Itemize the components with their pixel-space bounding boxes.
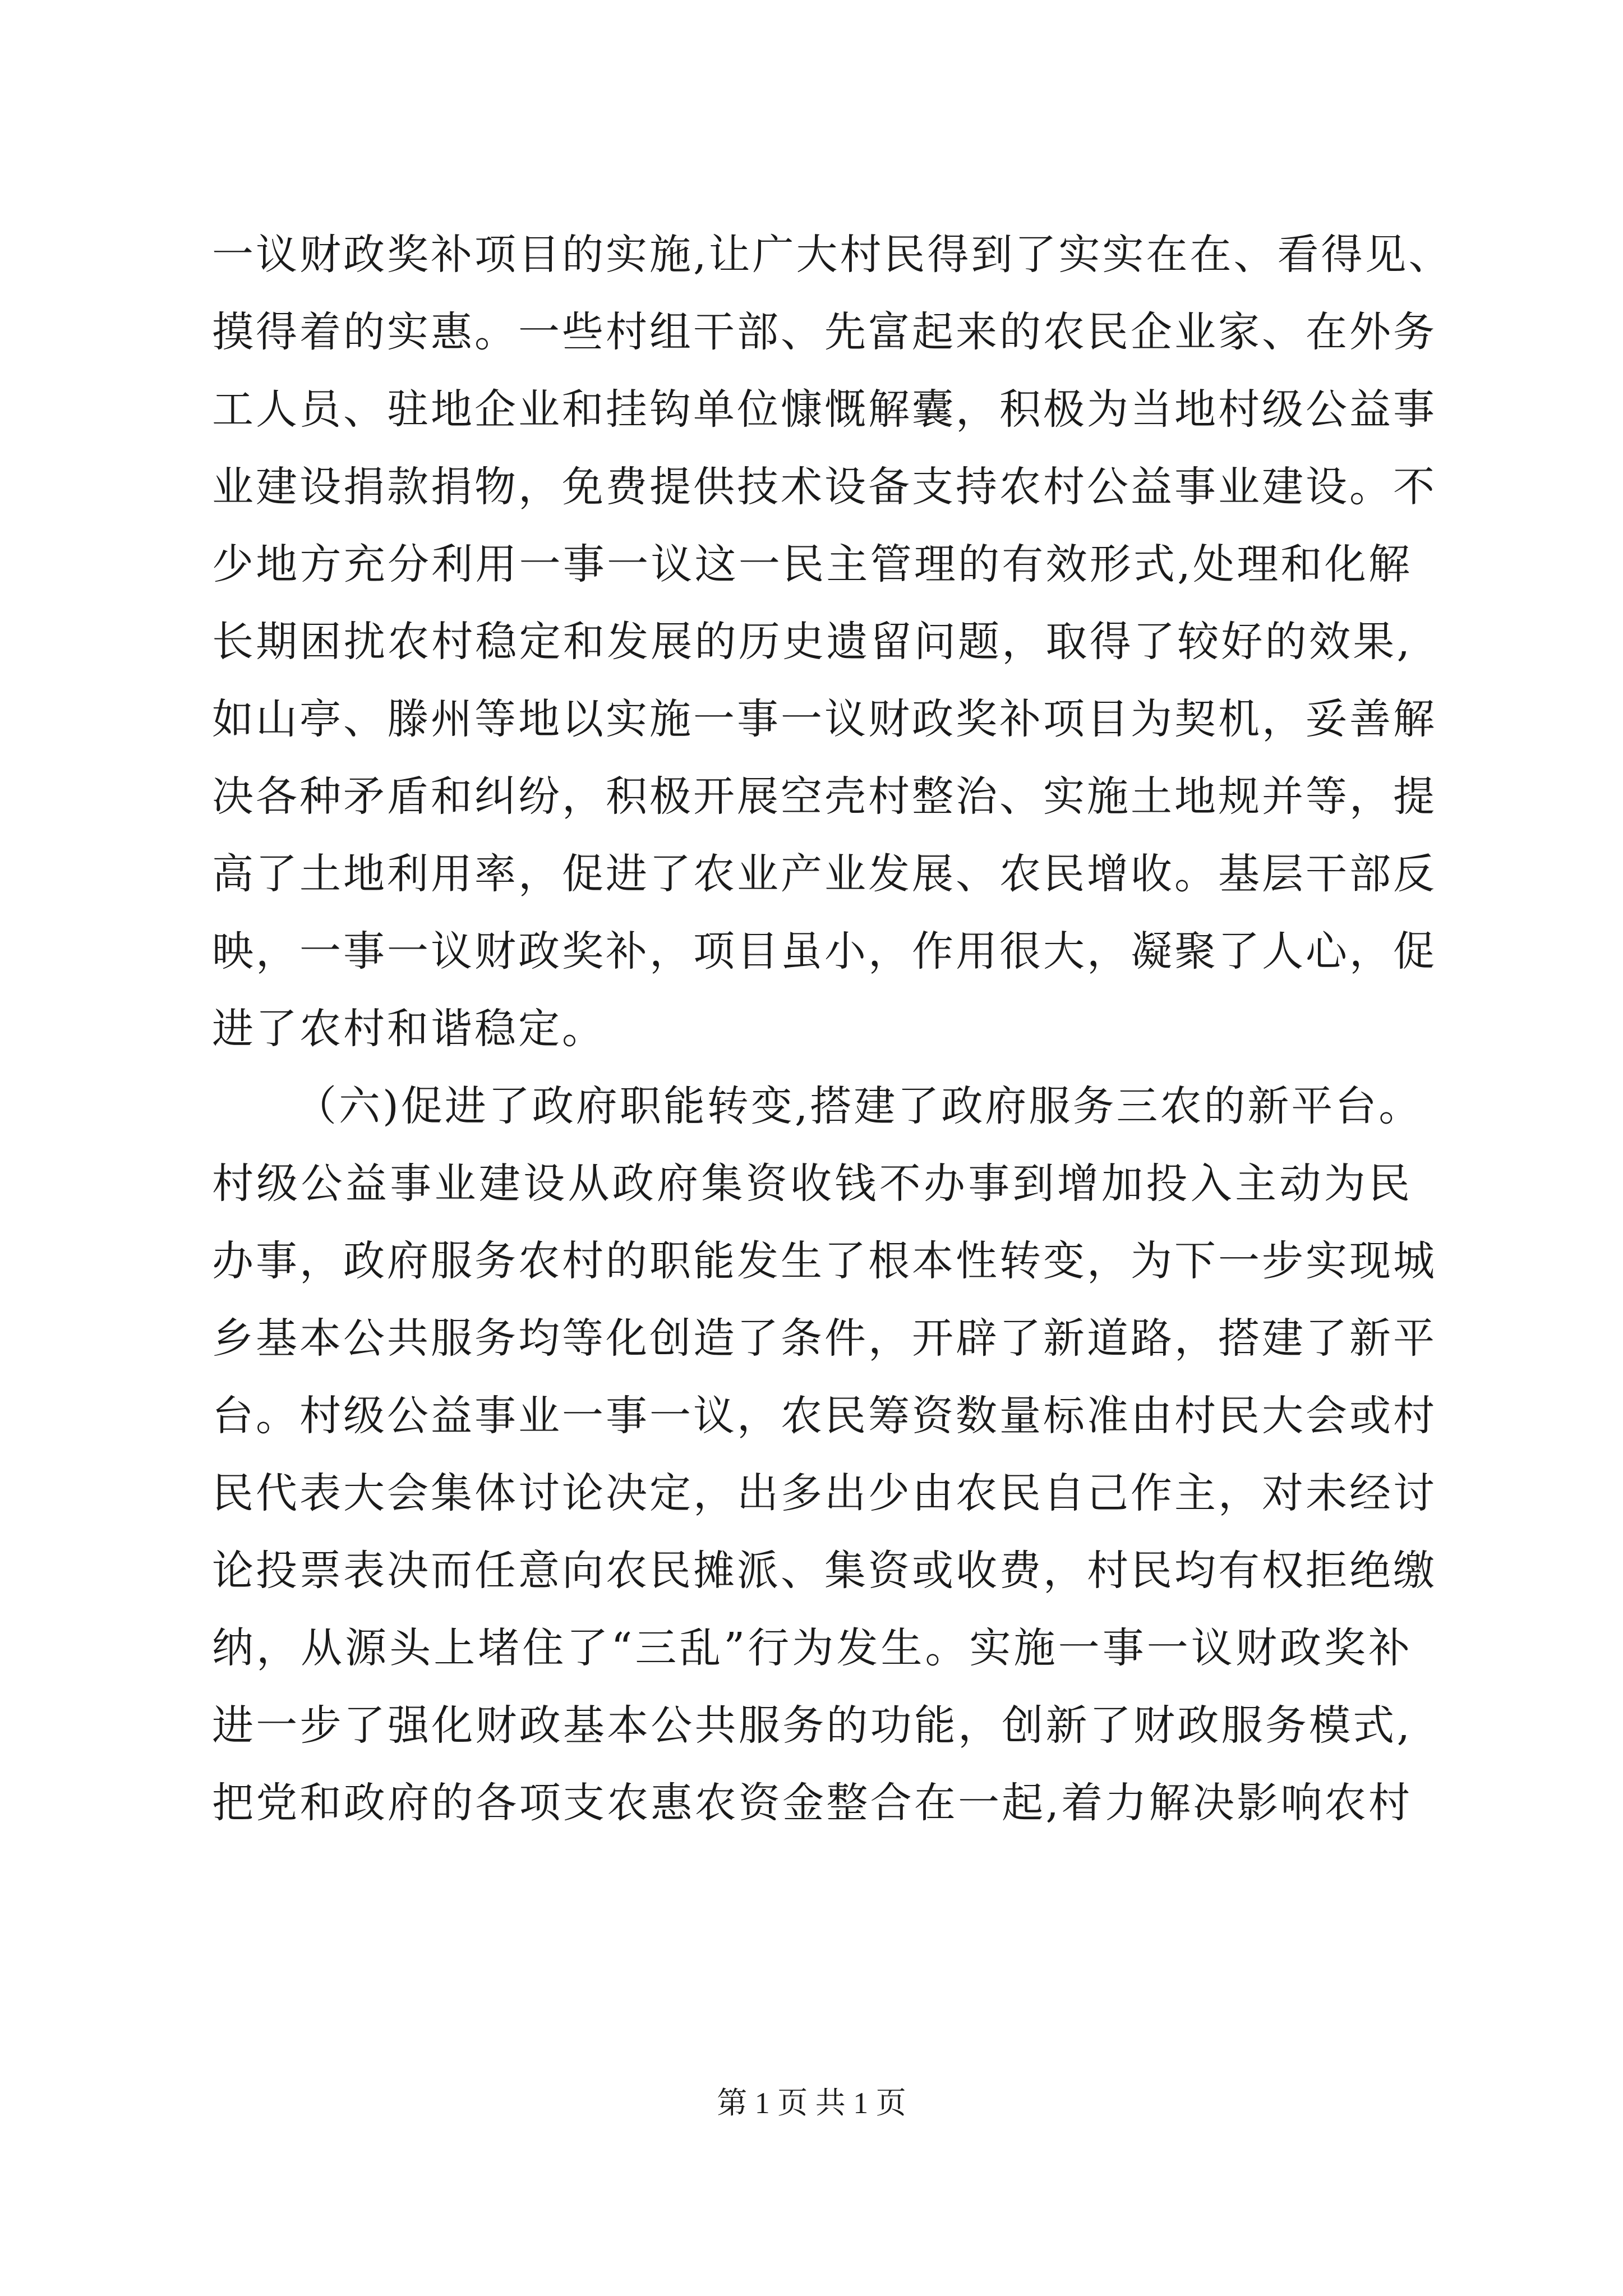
text-line: 一议财政奖补项目的实施,让广大村民得到了实实在在、看得见、 (212, 231, 1453, 279)
text-line: 论投票表决而任意向农民摊派、集资或收费，村民均有权拒绝缴 (212, 1547, 1437, 1595)
text-line: 摸得着的实惠。一些村组干部、先富起来的农民企业家、在外务 (212, 308, 1437, 356)
text-line: 如山亭、滕州等地以实施一事一议财政奖补项目为契机，妥善解 (212, 695, 1437, 743)
text-line: 长期困扰农村稳定和发展的历史遗留问题，取得了较好的效果, (212, 618, 1412, 666)
text-line: 村级公益事业建设从政府集资收钱不办事到增加投入主动为民 (212, 1159, 1412, 1208)
text-line: 工人员、驻地企业和挂钩单位慷慨解囊，积极为当地村级公益事 (212, 385, 1437, 434)
text-line: 决各种矛盾和纠纷，积极开展空壳村整治、实施土地规并等，提 (212, 772, 1437, 821)
paragraph-2 (212, 1068, 1437, 1842)
text-line: 台。村级公益事业一事一议，农民筹资数量标准由村民大会或村 (212, 1392, 1437, 1440)
text-line: 民代表大会集体讨论决定，出多出少由农民自己作主，对未经讨 (212, 1469, 1437, 1517)
text-line: 映，一事一议财政奖补，项目虽小，作用很大，凝聚了人心，促 (212, 927, 1437, 976)
paragraph-1 (212, 216, 1453, 1068)
text-line: 高了土地利用率，促进了农业产业发展、农民增收。基层干部反 (212, 850, 1437, 898)
text-line: 少地方充分利用一事一议这一民主管理的有效形式,处理和化解 (212, 540, 1412, 588)
text-line: 把党和政府的各项支农惠农资金整合在一起,着力解决影响农村 (212, 1779, 1412, 1827)
text-line: 乡基本公共服务均等化创造了条件，开辟了新道路，搭建了新平 (212, 1314, 1437, 1363)
text-line: 办事，政府服务农村的职能发生了根本性转变，为下一步实现城 (212, 1237, 1437, 1285)
section-heading-line: （六)促进了政府职能转变,搭建了政府服务三农的新平台。 (295, 1082, 1423, 1130)
text-line: 进了农村和谐稳定。 (212, 1005, 606, 1053)
text-line: 纳，从源头上堵住了“三乱”行为发生。实施一事一议财政奖补 (212, 1624, 1412, 1672)
text-line: 进一步了强化财政基本公共服务的功能，创新了财政服务模式, (212, 1701, 1412, 1750)
text-line: 业建设捐款捐物，免费提供技术设备支持农村公益事业建设。不 (212, 463, 1437, 511)
document-body (212, 216, 1453, 1842)
page-footer: 第 1 页 共 1 页 (717, 2086, 906, 2120)
